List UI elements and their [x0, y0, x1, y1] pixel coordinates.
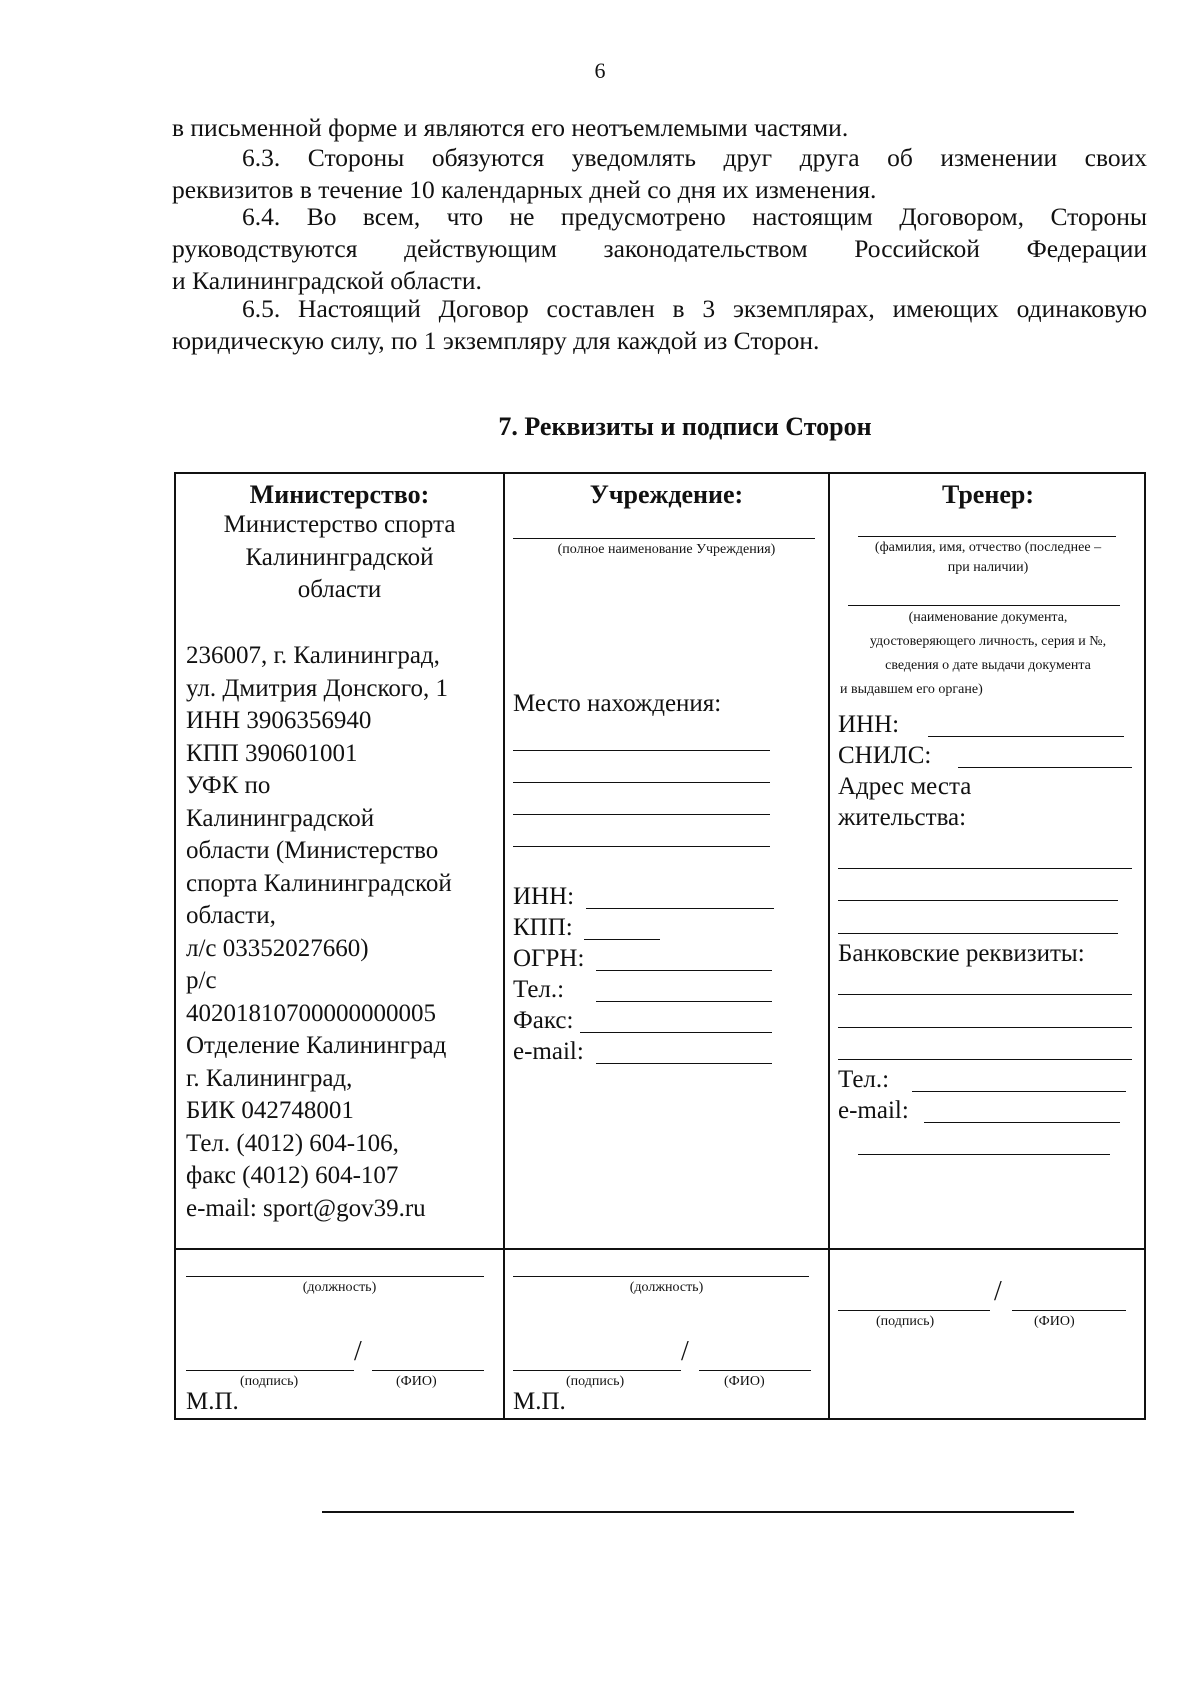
ministry-detail-line: УФК по [186, 772, 271, 799]
text-line: юридическую силу, по 1 экземпляру для каждой из Сторон. [172, 326, 820, 355]
text-line: реквизитов в течение 10 календарных дней со дня их изменения. [172, 175, 877, 204]
text-line: удостоверяющего личность, серия и №, [869, 634, 1107, 649]
trainer-inn-line [928, 736, 1124, 737]
institution-name-line [513, 538, 815, 539]
ministry-detail-line: Калининградской [186, 804, 375, 832]
location-line [513, 750, 770, 751]
ogrn-label: ОГРН: [513, 945, 585, 972]
ministry-detail-line: р/с [186, 967, 217, 994]
phone-label: Тел.: [513, 976, 565, 1003]
slash-separator: / [354, 1336, 362, 1367]
trainer-snils-line [958, 767, 1132, 768]
institution-signature-line [513, 1370, 681, 1371]
ministry-detail-line: Тел. (4012) 604-106, [186, 1129, 399, 1157]
ministry-detail-line: области, [186, 902, 276, 929]
slash-separator: / [681, 1336, 689, 1367]
trainer-bank-label: Банковские реквизиты: [838, 940, 1085, 967]
trainer-bank-line [838, 1059, 1132, 1060]
institution-header: Учреждение: [589, 480, 744, 509]
trainer-doc-caption [830, 606, 1146, 702]
ministry-position-caption: (должность) [302, 1280, 377, 1295]
ministry-detail-line: Отделение Калининград [186, 1032, 447, 1059]
trainer-signature-caption: (подпись) [876, 1314, 935, 1329]
text-line: руководствуются действующим законодательством Российской Федерации [172, 234, 1147, 263]
ministry-detail-line: области (Министерство [186, 837, 439, 864]
trainer-inn-label: ИНН: [838, 711, 900, 738]
institution-name-caption: (полное наименование Учреждения) [557, 542, 776, 557]
ministry-detail-line: л/с 03352027660) [186, 934, 369, 962]
ministry-stamp: М.П. [186, 1388, 239, 1415]
trainer-address-label-2: жительства: [838, 804, 967, 831]
ministry-detail-line: спорта Калининградской [186, 869, 452, 897]
institution-fio-caption: (ФИО) [724, 1374, 765, 1389]
location-line [513, 846, 770, 847]
paragraph-6-4 [172, 201, 1147, 297]
trainer-extra-line [858, 1154, 1110, 1155]
email-line [596, 1063, 772, 1064]
text-line: области [297, 576, 382, 603]
ogrn-line [596, 970, 772, 971]
column-divider [503, 474, 505, 1418]
location-line [513, 782, 770, 783]
email-label: e-mail: [513, 1038, 584, 1065]
trainer-address-line [838, 900, 1118, 901]
ministry-header: Министерство: [249, 480, 430, 509]
trainer-header: Тренер: [942, 480, 1034, 509]
ministry-detail-line: БИК 042748001 [186, 1097, 354, 1124]
trainer-bank-line [838, 994, 1132, 995]
text-line: при наличии) [947, 560, 1029, 575]
text-line: и выдавшем его органе) [840, 682, 983, 697]
inn-line [586, 908, 774, 909]
ministry-signature-caption: (подпись) [240, 1374, 299, 1389]
trainer-fio-line [1012, 1310, 1126, 1311]
section-title: 7. Реквизиты и подписи Сторон [498, 412, 872, 441]
ministry-signature-line [186, 1370, 354, 1371]
trainer-fio-caption [830, 538, 1146, 578]
footer-divider [322, 1511, 1074, 1513]
ministry-fio-caption: (ФИО) [396, 1374, 437, 1389]
text-line: и Калининградской области. [172, 266, 482, 295]
trainer-snils-label: СНИЛС: [838, 742, 932, 769]
trainer-email-line [924, 1122, 1120, 1123]
text-line: (наименование документа, [908, 610, 1068, 625]
trainer-phone-line [912, 1091, 1126, 1092]
ministry-detail-line: КПП 390601001 [186, 739, 358, 767]
trainer-email-label: e-mail: [838, 1097, 909, 1124]
trainer-phone-label: Тел.: [838, 1066, 890, 1093]
ministry-detail-line: 40201810700000000005 [186, 999, 436, 1027]
kpp-label: КПП: [513, 914, 573, 941]
location-line [513, 814, 770, 815]
slash-separator: / [994, 1276, 1002, 1307]
ministry-name [176, 509, 503, 607]
ministry-detail-line: 236007, г. Калининград, [186, 642, 440, 669]
kpp-line [584, 939, 660, 940]
fax-line [580, 1032, 772, 1033]
text-line: в письменной форме и являются его неотъемлемыми частями. [172, 113, 849, 142]
trainer-address-label-1: Адрес места [838, 773, 972, 800]
trainer-address-line [838, 933, 1118, 934]
text-line: (фамилия, имя, отчество (последнее – [874, 540, 1102, 555]
institution-stamp: М.П. [513, 1388, 566, 1415]
paragraph-6-3 [172, 142, 1147, 206]
ministry-detail-line: ИНН 3906356940 [186, 707, 372, 734]
paragraph-6-5 [172, 293, 1147, 357]
text-line: 6.3. Стороны обязуются уведомлять друг друга об изменении своих [242, 143, 1147, 172]
trainer-fio-line [858, 536, 1116, 537]
page-number: 6 [594, 58, 606, 83]
institution-position-caption: (должность) [629, 1280, 704, 1295]
text-line: сведения о дате выдачи документа [885, 658, 1091, 673]
institution-fio-line [699, 1370, 811, 1371]
ministry-fio-line [372, 1370, 484, 1371]
trainer-address-line [838, 868, 1132, 869]
trainer-fio-caption-sig: (ФИО) [1034, 1314, 1075, 1329]
ministry-detail-line: факс (4012) 604-107 [186, 1162, 399, 1189]
trainer-bank-line [838, 1027, 1132, 1028]
phone-line [596, 1001, 772, 1002]
fax-label: Факс: [513, 1007, 574, 1034]
requisites-table [174, 472, 1146, 1420]
ministry-detail-line: e-mail: sport@gov39.ru [186, 1194, 426, 1222]
ministry-details [186, 640, 501, 1225]
text-line: 6.5. Настоящий Договор составлен в 3 экземплярах, имеющих одинаковую [242, 294, 1147, 323]
institution-position-line [513, 1276, 809, 1277]
trainer-signature-line [838, 1310, 990, 1311]
paragraph-6-2-tail [172, 112, 1147, 144]
text-line: Калининградской [245, 543, 434, 571]
row-divider [176, 1248, 1144, 1250]
inn-label: ИНН: [513, 883, 575, 910]
text-line: Министерство спорта [223, 511, 456, 538]
institution-signature-caption: (подпись) [566, 1374, 625, 1389]
ministry-position-line [186, 1276, 484, 1277]
location-label: Место нахождения: [513, 690, 722, 717]
ministry-detail-line: ул. Дмитрия Донского, 1 [186, 674, 449, 702]
text-line: 6.4. Во всем, что не предусмотрено настоящим Договором, Стороны [242, 202, 1147, 231]
ministry-detail-line: г. Калининград, [186, 1064, 353, 1092]
